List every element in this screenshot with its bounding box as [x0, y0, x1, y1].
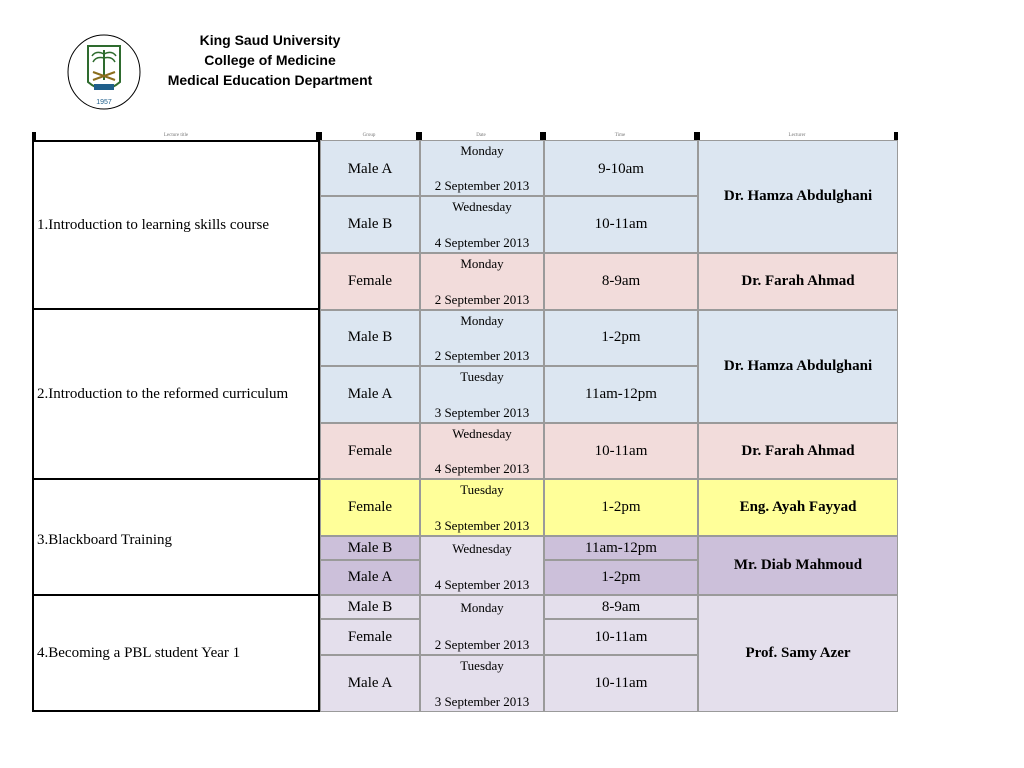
- date-value: 2 September 2013: [434, 348, 530, 363]
- table-row-group: Male A: [320, 560, 420, 595]
- date-value: 2 September 2013: [434, 637, 530, 652]
- table-row-date: [420, 595, 544, 655]
- topic-pbl-student: 4.Becoming a PBL student Year 1: [32, 594, 320, 712]
- university-seal-logo: [66, 32, 142, 110]
- date-day: Wednesday: [452, 426, 512, 441]
- table-row-group: Male A: [320, 140, 420, 196]
- table-row-group: Male B: [320, 310, 420, 366]
- date-day: Tuesday: [460, 658, 504, 673]
- department-name: Medical Education Department: [167, 72, 373, 88]
- table-row-group: Male A: [320, 366, 420, 423]
- table-row-date: [420, 423, 544, 479]
- lecturer-cell: Dr. Hamza Abdulghani: [698, 140, 898, 253]
- table-row-group: Female: [320, 619, 420, 655]
- table-row-time: 10-11am: [544, 423, 698, 479]
- date-value: 3 September 2013: [434, 694, 530, 709]
- table-row-time: 1-2pm: [544, 560, 698, 595]
- date-day: Monday: [460, 256, 504, 271]
- date-day: Monday: [460, 600, 504, 615]
- page-header: [150, 30, 390, 90]
- table-row-time: 8-9am: [544, 253, 698, 310]
- table-row-time: 1-2pm: [544, 310, 698, 366]
- table-row-date: [420, 140, 544, 196]
- table-row-date: [420, 479, 544, 536]
- date-day: Wednesday: [452, 199, 512, 214]
- table-row-group: Male B: [320, 595, 420, 619]
- table-row-time: 9-10am: [544, 140, 698, 196]
- date-value: 2 September 2013: [434, 292, 530, 307]
- table-row-date: [420, 536, 544, 595]
- topic-blackboard: 3.Blackboard Training: [32, 478, 320, 596]
- table-row-date: [420, 366, 544, 423]
- lecturer-cell: Dr. Farah Ahmad: [698, 423, 898, 479]
- date-value: 4 September 2013: [434, 235, 530, 250]
- lecturer-cell: Dr. Hamza Abdulghani: [698, 310, 898, 423]
- topic-learning-skills: 1.Introduction to learning skills course: [32, 140, 320, 310]
- lecturer-cell: Dr. Farah Ahmad: [698, 253, 898, 310]
- table-row-group: Male B: [320, 196, 420, 253]
- table-row-group: Female: [320, 479, 420, 536]
- date-day: Wednesday: [452, 541, 512, 556]
- date-day: Monday: [460, 313, 504, 328]
- date-value: 4 September 2013: [434, 461, 530, 476]
- table-row-time: 10-11am: [544, 619, 698, 655]
- table-row-group: Male A: [320, 655, 420, 712]
- table-row-group: Female: [320, 253, 420, 310]
- date-value: 4 September 2013: [434, 577, 530, 592]
- date-value: 2 September 2013: [434, 178, 530, 193]
- table-row-time: 10-11am: [544, 196, 698, 253]
- date-value: 3 September 2013: [434, 405, 530, 420]
- table-row-time: 11am-12pm: [544, 366, 698, 423]
- lecturer-cell: Mr. Diab Mahmoud: [698, 536, 898, 595]
- lecturer-cell: Eng. Ayah Fayyad: [698, 479, 898, 536]
- university-name: King Saud University: [199, 32, 341, 48]
- table-row-time: 10-11am: [544, 655, 698, 712]
- column-header-title: Lecture title: [36, 132, 316, 140]
- table-row-date: [420, 196, 544, 253]
- date-day: Monday: [460, 143, 504, 158]
- lecturer-cell: Prof. Samy Azer: [698, 595, 898, 712]
- column-header-time: Time: [546, 132, 694, 140]
- table-row-time: 8-9am: [544, 595, 698, 619]
- column-header-group: Group: [322, 132, 416, 140]
- table-row-time: 1-2pm: [544, 479, 698, 536]
- column-header-date: Date: [422, 132, 540, 140]
- table-row-date: [420, 655, 544, 712]
- table-row-group: Female: [320, 423, 420, 479]
- logo-year: 1957: [96, 99, 112, 106]
- topic-reformed-curriculum: 2.Introduction to the reformed curriculum: [32, 308, 320, 480]
- table-row-group: Male B: [320, 536, 420, 560]
- column-header-lecturer: Lecturer: [700, 132, 894, 140]
- table-row-date: [420, 253, 544, 310]
- date-day: Tuesday: [460, 369, 504, 384]
- date-day: Tuesday: [460, 482, 504, 497]
- table-row-time: 11am-12pm: [544, 536, 698, 560]
- college-name: College of Medicine: [204, 52, 336, 68]
- table-row-date: [420, 310, 544, 366]
- date-value: 3 September 2013: [434, 518, 530, 533]
